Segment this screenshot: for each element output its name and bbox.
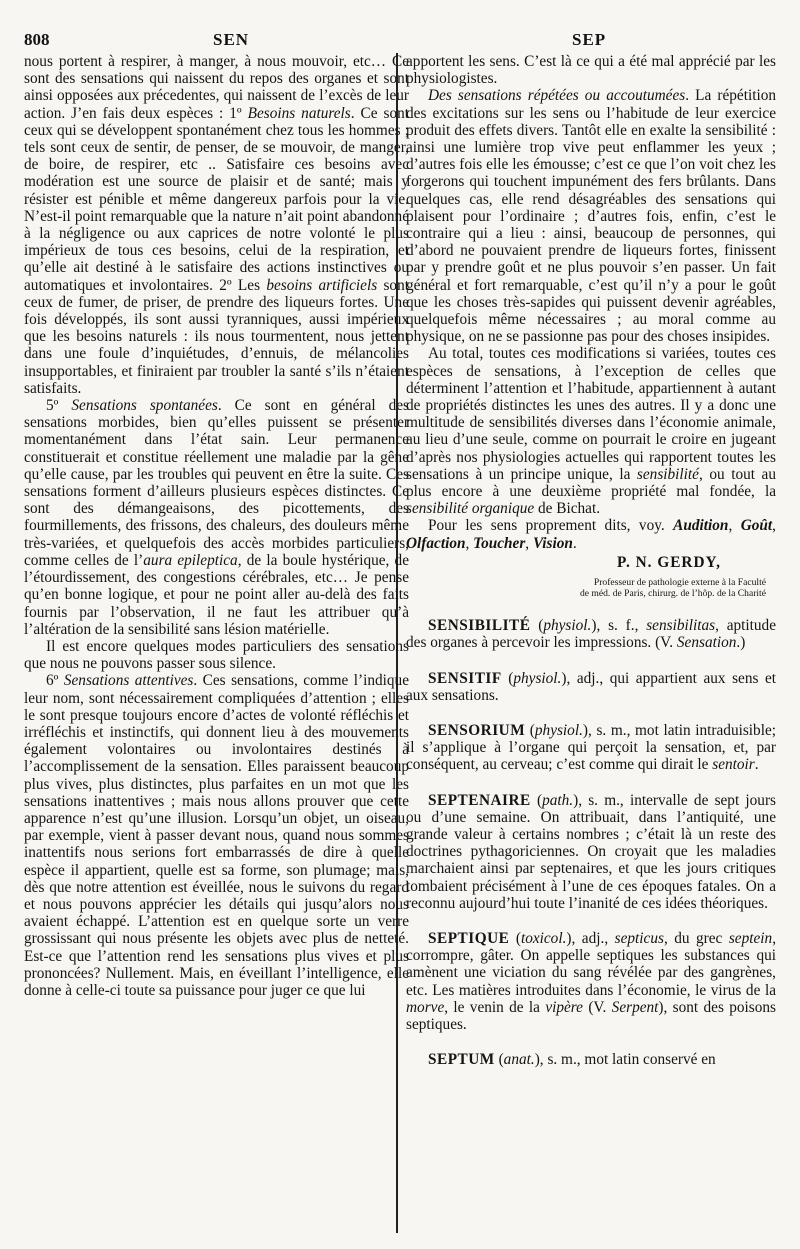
running-head-left: SEN (213, 30, 250, 49)
entry-headword: SEPTIQUE (428, 929, 510, 947)
dictionary-entry (406, 670, 776, 704)
entry-headword: SENSIBILITÉ (428, 617, 531, 635)
affiliation-line: de méd. de Paris, chirurg. de l’hôp. de la Charité (579, 588, 766, 600)
dictionary-entry (406, 1051, 776, 1068)
entry-headword: SENSITIF (428, 669, 502, 687)
right-column (406, 53, 776, 1068)
page-number: 808 (24, 30, 50, 49)
entry-definition: (path.), s. m., intervalle de sept jours ou d’une semaine. On attribuait, dans l’antiquité, une grande valeur à certains nombres ; c’était là un reste des doctrines pythagoriciennes. On croyait que les maladies marchaient ainsi par septenaires, et que les jours critiques tombaient précisément à l’une de ces époques fatales. On a reconnu aujourd’hui toute l’inanité de ces idées théoriques. (406, 791, 777, 912)
dictionary-entry (406, 722, 776, 774)
paragraph: apportent les sens. C’est là ce qui a été mal apprécié par les physiologistes. (406, 53, 776, 88)
paragraph: nous portent à respirer, à manger, à nous mouvoir, etc… Ce sont des sensations qui naissent du repos des organes et sont ainsi opposées aux précedentes, qui naissent de l’excès de leur action. J’en fais deux espèces : 1º Besoins naturels. Ce sont ceux qui se développent spontanément chez tous les hommes ; tels sont ceux de sentir, de penser, de se mouvoir, de manger, de boire, de respirer, etc .. Satisfaire ces besoins avec modération est une source de plaisir et de santé; mais y résister est pénible et même dangereux parfois pour la vie. N’est-il point remarquable que la nature n’ait point abandonné à la négligence ou aux caprices de notre volonté le plus impérieux de tous ces besoins, celui de la respiration, et qu’elle ait destiné à le satisfaire des actions instinctives ou automatiques et involontaires. 2º Les besoins artificiels sont ceux de fumer, de priser, de prendre des liqueurs fortes. Une fois développés, ils sont aussi tyranniques, aussi impérieux que les besoins naturels : ils nous tourmentent, nous jettent dans une foule d’inquiétudes, d’ennuis, de mélancolies insupportables, et finiraient par troubler la santé s’ils n’étaient satisfaits. (24, 53, 409, 397)
paragraph: Au total, toutes ces modifications si variées, toutes ces espèces de sensations, à l’exception de celles que déterminent l’attention et l’habitude, appartiennent à autant de propriétés distinctes les unes des autres. Il y a donc une multitude de sensibilités diverses dans l’économie animale, au lieu d’une seule, comme on pourrait le croire en jugeant d’après nos physiologies actuelles qui rapportent toutes les sensations à un principe unique, la sensibilité, ou tout au plus encore à une deuxième propriété mal fondée, la sensibilité organique de Bichat. (406, 345, 776, 518)
entry-definition: (anat.), s. m., mot latin conservé en (494, 1051, 716, 1069)
paragraph: Il est encore quelques modes particuliers des sensations que nous ne pouvons passer sous silence. (24, 637, 409, 673)
paragraph: 5º Sensations spontanées. Ce sont en général des sensations morbides, bien qu’elles puissent se présenter momentanément dans l’état sain. Leur permanence constituerait et constitue réellement une maladie par la gêne qu’elle cause, par les troubles qui peuvent en être la suite. Ces sensations forment d’ailleurs plusieurs espèces distinctes. Ce sont des démangeaisons, des picottements, des fourmillements, des frissons, des chaleurs, des douleurs même très-variées, et quelquefois des accès morbides particuliers, comme celles de l’aura epileptica, de la boule hystérique, de l’étourdissement, des congestions cérébrales, etc… Je pense qu’en bonne logique, et pour ne point aller au-delà des faits fournis par l’observation, il ne faut les attribuer qu’à l’altération de la sensibilité sans lésion matérielle. (24, 397, 409, 638)
author-signature: P. N. GERDY, (617, 553, 721, 571)
entry-definition: (physiol.), s. m., mot latin intraduisible; il s’applique à l’organe qui perçoit la sensation, et, par conséquent, au cerveau; c’est comme qui dirait le sentoir. (406, 721, 776, 774)
paragraph: Pour les sens proprement dits, voy. Audition, Goût, Olfaction, Toucher, Vision. (406, 517, 776, 552)
entry-definition: (physiol.), adj., qui appartient aux sens et aux sensations. (406, 669, 777, 704)
left-column (24, 53, 409, 999)
affiliation-line: Professeur de pathologie externe à la Faculté (593, 577, 766, 589)
paragraph: Des sensations répétées ou accoutumées. La répétition des excitations sur les sens ou l’habitude de leur exercice produit des effets divers. Tantôt elle en exalte la sensibilité : ainsi une lumière trop vive peut enflammer les yeux ; d’autres fois elle les émousse; c’est ce que l’on voit chez les forgerons qui touchent impunément des fers brûlants. Dans quelques cas, elle rend désagréables des sensations qui plaisent pour l’ordinaire ; d’autres fois, enfin, c’est le contraire qui a lieu : ainsi, beaucoup de personnes, qui d’abord ne pouvaient prendre de liqueurs fortes, finissent par y prendre goût et ne plus pouvoir s’en passer. Un fait général et fort remarquable, c’est qu’il n’y a pour le goût que les choses très-sapides qui puissent devenir agréables, quelquefois même nécessaires ; au moral comme au physique, on ne se passionne pas pour des choses insipides. (406, 87, 777, 346)
dictionary-entries (406, 617, 776, 1068)
entry-headword: SENSORIUM (428, 721, 526, 739)
dictionary-entry (406, 617, 776, 651)
paragraph: 6º Sensations attentives. Ces sensations, comme l’indique leur nom, sont nécessairement compliquées d’attention ; elles le sont presque toujours encore d’actes de volonté réfléchis et irréfléchis et instinctifs, qui donnent lieu à des mouvements également volontaires ou involontaires destinés à l’accomplissement de la sensation. Elles paraissent beaucoup plus vives, plus distinctes, plus parfaites en un mot que les sensations inattentives ; mais nous allons prouver que cette apparence n’est qu’une illusion. Lorsqu’un objet, un oiseau, par exemple, vient à passer devant nous, quand nous sommes inattentifs nous serions fort embarrassés de dire à quelle espèce il appartient, quelle est sa forme, son plumage; mais, dès que notre attention est éveillée, nous le suivons du regard et nous pouvons apprécier les détails qui jusqu’alors nous avaient échappé. L’attention est en quelque sorte un verre grossissant qui nous présente les objets avec plus de netteté. Est-ce que l’attention rend les sensations plus vives et plus prononcées? Nullement. Mais, en éveillant l’intelligence, elle donne à celle-ci toute sa puissance pour juger ce que lui (24, 672, 409, 999)
running-head-right: SEP (572, 30, 607, 49)
entry-headword: SEPTENAIRE (428, 791, 531, 809)
dictionary-entry (406, 792, 776, 912)
dictionary-entry (406, 930, 776, 1033)
entry-headword: SEPTUM (428, 1051, 495, 1069)
author-affiliation (406, 577, 776, 599)
entry-definition: (physiol.), s. f., sensibilitas, aptitude des organes à percevoir les impressions. (V. Sensation.) (406, 617, 776, 652)
entry-definition: (toxicol.), adj., septicus, du grec septein, corrompre, gâter. On appelle septiques les substances qui amènent une viciation du sang révélée par des gangrènes, etc. Les matières introduites dans l’économie, le virus de la morve, le venin de la vipère (V. Serpent), sont des poisons septiques. (406, 929, 777, 1033)
